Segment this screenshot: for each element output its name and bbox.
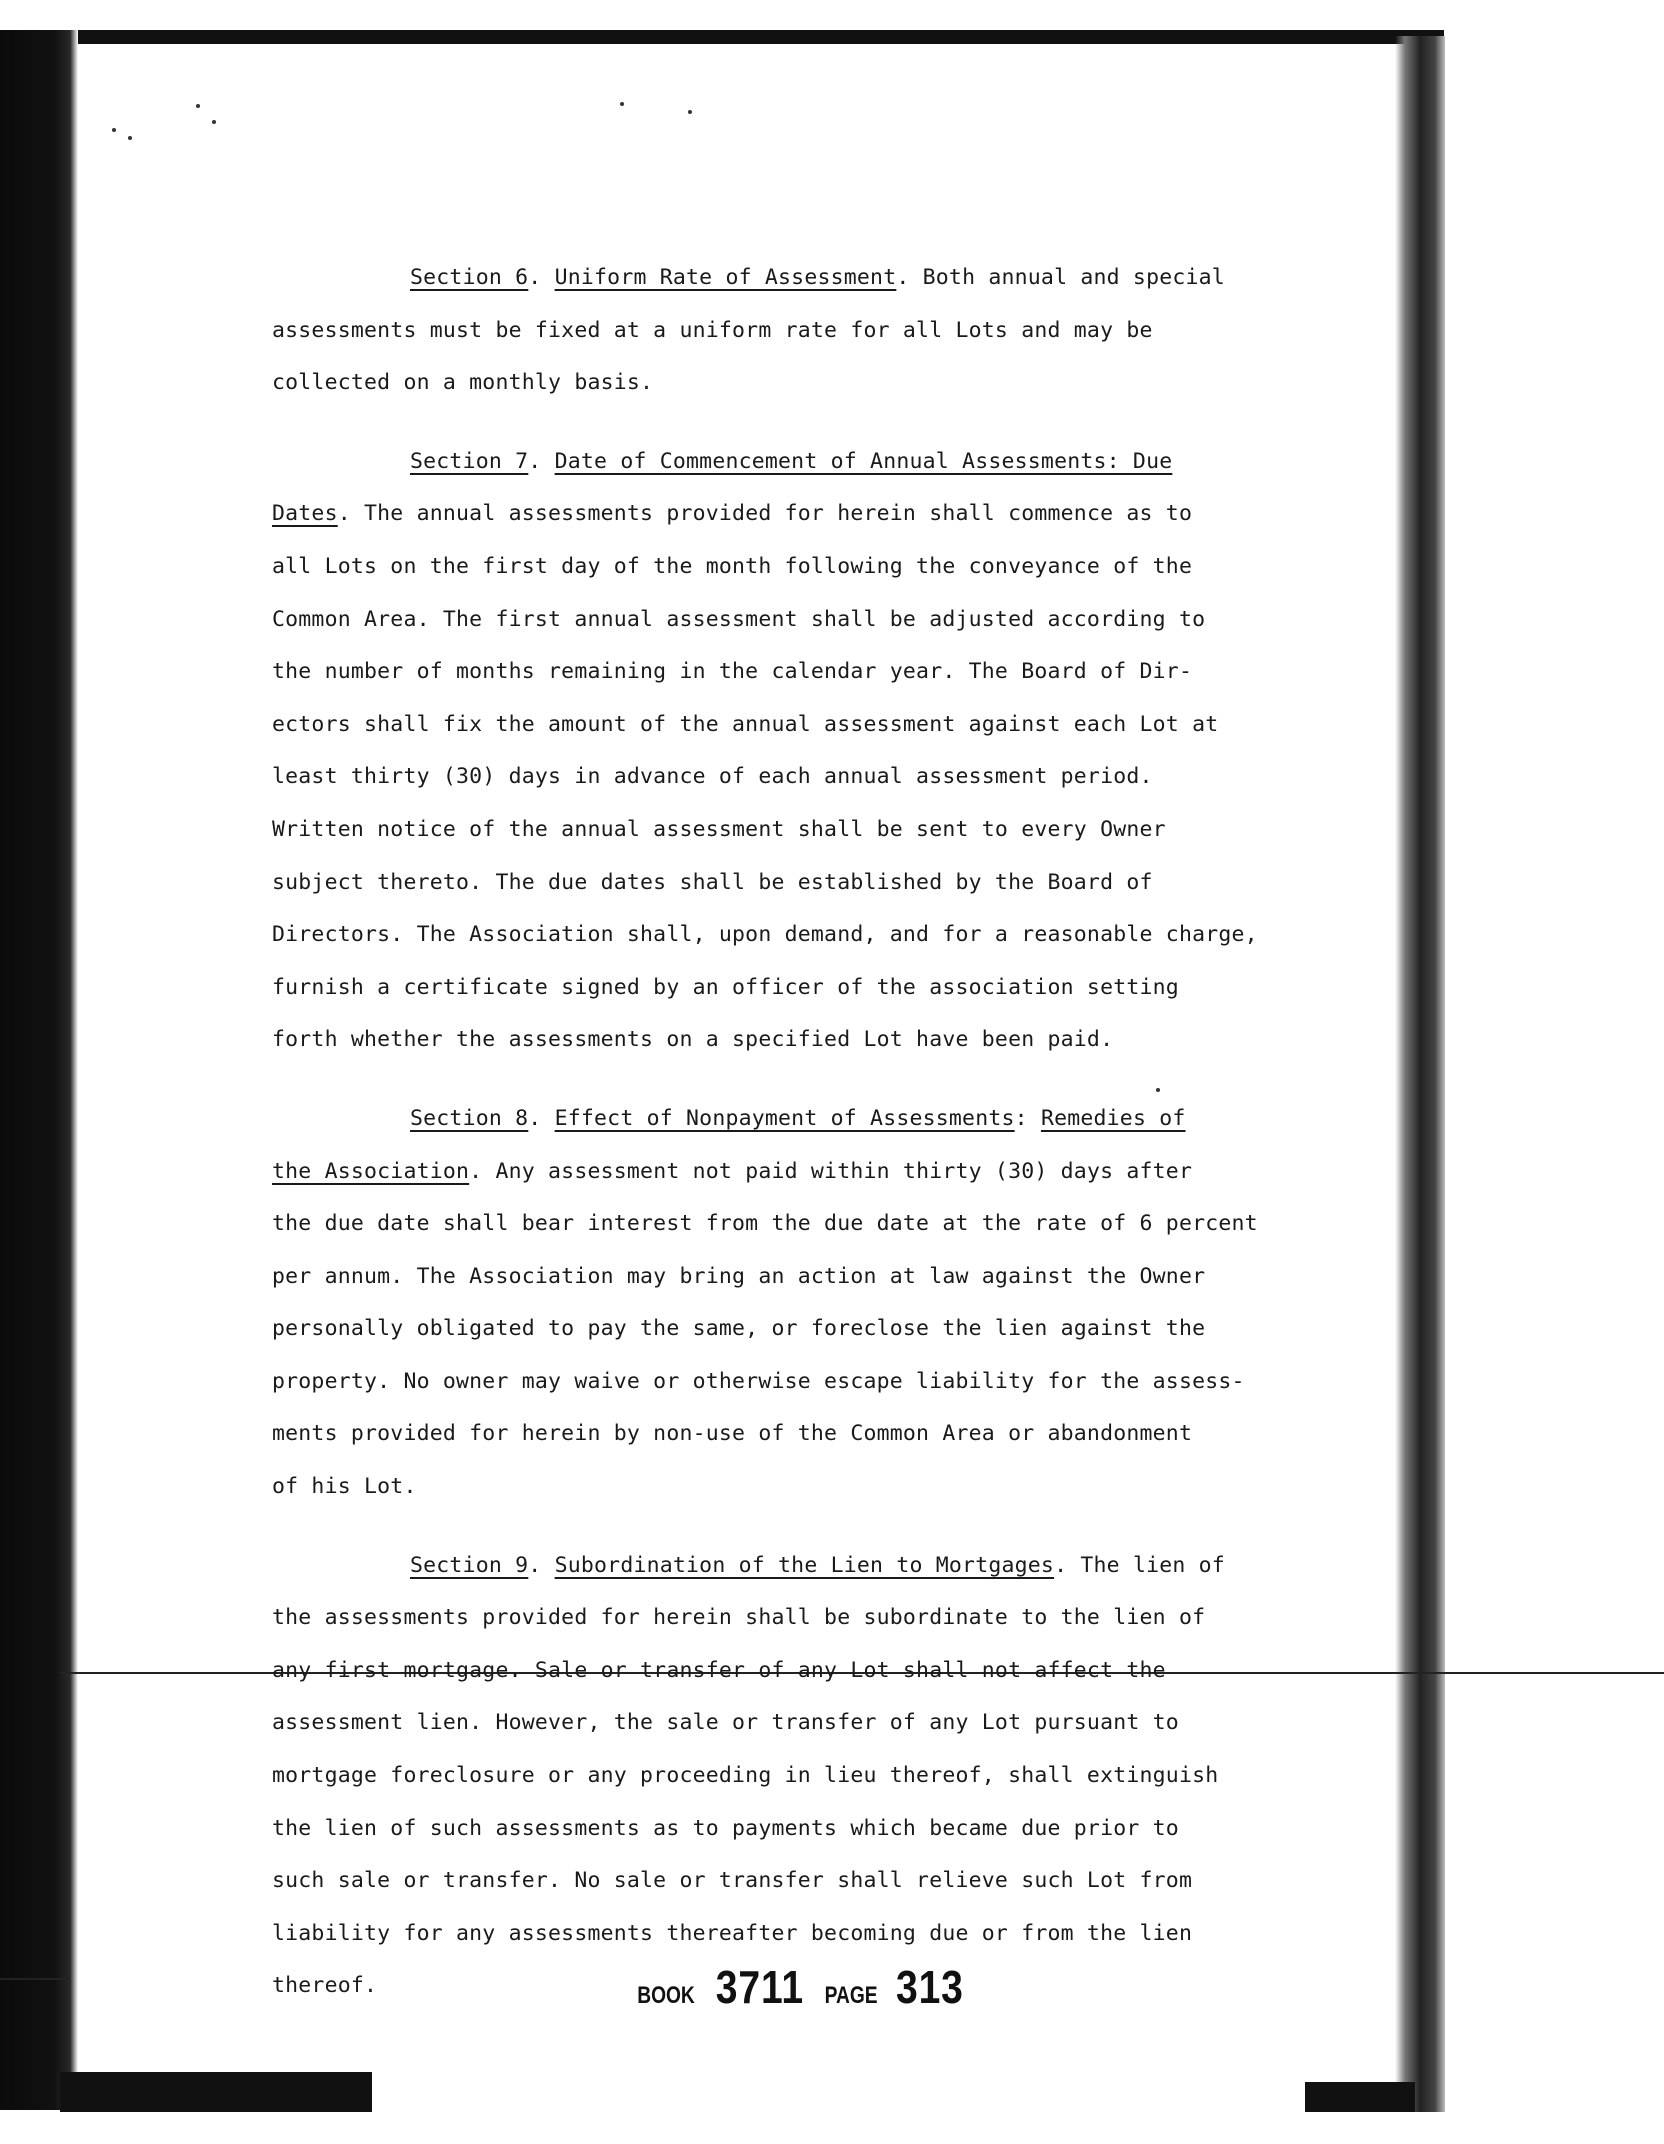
text-line: [272, 357, 1282, 410]
underlined-heading: the Association: [272, 1158, 470, 1184]
document-page: [272, 252, 1282, 2039]
text-segment: . The lien of: [1054, 1552, 1225, 1578]
text-line: [272, 962, 1282, 1015]
text-line: [272, 751, 1282, 804]
text-line: [272, 1592, 1282, 1645]
text-line: [272, 1198, 1282, 1251]
text-line: [272, 1014, 1282, 1067]
scan-speck: [112, 128, 116, 132]
text-segment: least thirty (30) days in advance of each annual assessment period.: [272, 764, 1153, 790]
underlined-heading: Section 9: [410, 1552, 529, 1578]
text-segment: the due date shall bear interest from the due date at the rate of 6 percent: [272, 1211, 1258, 1237]
book-number: 3711: [715, 1961, 805, 2013]
text-line: [272, 1855, 1282, 1908]
page-number: 313: [896, 1961, 964, 2013]
text-line: [272, 1750, 1282, 1803]
text-segment: . Any assessment not paid within thirty (30) days after: [469, 1158, 1193, 1184]
text-segment: of his Lot.: [272, 1474, 417, 1500]
scan-edge-right: [1395, 36, 1445, 2112]
underlined-heading: Subordination of the Lien to Mortgages: [554, 1552, 1055, 1578]
text-line: [272, 1408, 1282, 1461]
scan-edge-bottom-right: [1305, 2082, 1415, 2112]
text-segment: . Both annual and special: [896, 265, 1225, 290]
section-8: [272, 1093, 1282, 1514]
text-line: [272, 594, 1282, 647]
scan-speck: [212, 120, 216, 124]
text-segment: collected on a monthly basis.: [272, 370, 654, 396]
book-label: BOOK: [637, 1982, 695, 2009]
text-segment: Directors. The Association shall, upon demand, and for a reasonable charge,: [272, 922, 1258, 948]
text-segment: the number of months remaining in the calendar year. The Board of Dir-: [272, 659, 1193, 685]
text-segment: .: [528, 265, 555, 290]
underlined-heading: Dates: [272, 501, 338, 527]
scan-speck: [196, 104, 200, 108]
text-line: [272, 1146, 1282, 1199]
text-line: [272, 541, 1282, 594]
text-line: [272, 1645, 1282, 1698]
text-line: [272, 699, 1282, 752]
text-segment: such sale or transfer. No sale or transfer shall relieve such Lot from: [272, 1868, 1193, 1894]
text-segment: the assessments provided for herein shall be subordinate to the lien of: [272, 1605, 1206, 1631]
text-line: [272, 1908, 1282, 1961]
text-line: [272, 909, 1282, 962]
text-segment: assessment lien. However, the sale or transfer of any Lot pursuant to: [272, 1710, 1179, 1736]
text-segment: furnish a certificate signed by an officer of the association setting: [272, 974, 1179, 1000]
section-6: [272, 252, 1282, 410]
underlined-heading: Section 7: [410, 448, 529, 474]
text-segment: assessments must be fixed at a uniform rate for all Lots and may be: [272, 317, 1153, 343]
underlined-heading: Effect of Nonpayment of Assessments: [554, 1105, 1015, 1131]
text-line: [272, 1461, 1282, 1514]
text-segment: all Lots on the first day of the month following the conveyance of the: [272, 553, 1193, 579]
text-segment: liability for any assessments thereafter becoming due or from the lien: [272, 1920, 1193, 1946]
text-line: [272, 857, 1282, 910]
text-segment: ectors shall fix the amount of the annual assessment against each Lot at: [272, 711, 1219, 737]
text-line: [272, 1803, 1282, 1856]
scan-edge-top: [78, 30, 1444, 44]
text-segment: Written notice of the annual assessment shall be sent to every Owner: [272, 816, 1166, 842]
recording-stamp: [630, 1960, 970, 2020]
scan-speck: [128, 136, 132, 140]
text-line: [272, 1251, 1282, 1304]
text-line: [272, 305, 1282, 358]
text-line: [272, 1356, 1282, 1409]
text-line: [272, 646, 1282, 699]
text-line: [272, 1697, 1282, 1750]
scan-edge-bottom: [60, 2072, 372, 2112]
underlined-heading: Uniform Rate of Assessment: [554, 265, 897, 290]
text-line: [272, 436, 1282, 489]
text-segment: :: [1014, 1105, 1041, 1131]
scan-edge-left: [0, 30, 78, 2110]
page-label: PAGE: [824, 1982, 878, 2009]
scan-artifact-line-lower: [0, 1978, 70, 1980]
scan-speck: [688, 110, 692, 114]
underlined-heading: Section 6: [410, 265, 529, 290]
section-9: [272, 1540, 1282, 2013]
text-segment: ments provided for herein by non-use of the Common Area or abandonment: [272, 1421, 1193, 1447]
text-line: [272, 1540, 1282, 1593]
text-line: [272, 1303, 1282, 1356]
text-segment: .: [528, 1105, 555, 1131]
text-segment: .: [528, 1552, 555, 1578]
text-segment: personally obligated to pay the same, or foreclose the lien against the: [272, 1316, 1206, 1342]
text-segment: mortgage foreclosure or any proceeding in lieu thereof, shall extinguish: [272, 1763, 1219, 1789]
text-line: [272, 252, 1282, 305]
text-segment: any first mortgage. Sale or transfer of any Lot shall not affect the: [272, 1657, 1166, 1683]
text-segment: the lien of such assessments as to payments which became due prior to: [272, 1815, 1179, 1841]
underlined-heading: Remedies of: [1040, 1105, 1186, 1131]
text-segment: thereof.: [272, 1973, 378, 1999]
text-segment: property. No owner may waive or otherwise escape liability for the assess-: [272, 1368, 1245, 1394]
underlined-heading: Date of Commencement of Annual Assessments: Due: [554, 448, 1173, 474]
text-segment: . The annual assessments provided for herein shall commence as to: [337, 501, 1193, 527]
text-line: [272, 1093, 1282, 1146]
section-7: [272, 436, 1282, 1067]
text-segment: Common Area. The first annual assessment shall be adjusted according to: [272, 606, 1206, 632]
text-segment: subject thereto. The due dates shall be established by the Board of: [272, 869, 1153, 895]
text-line: [272, 804, 1282, 857]
underlined-heading: Section 8: [410, 1105, 529, 1131]
text-line: [272, 488, 1282, 541]
text-segment: per annum. The Association may bring an action at law against the Owner: [272, 1263, 1206, 1289]
text-segment: .: [528, 448, 555, 474]
scan-speck: [620, 102, 624, 106]
text-segment: forth whether the assessments on a specified Lot have been paid.: [272, 1027, 1114, 1053]
